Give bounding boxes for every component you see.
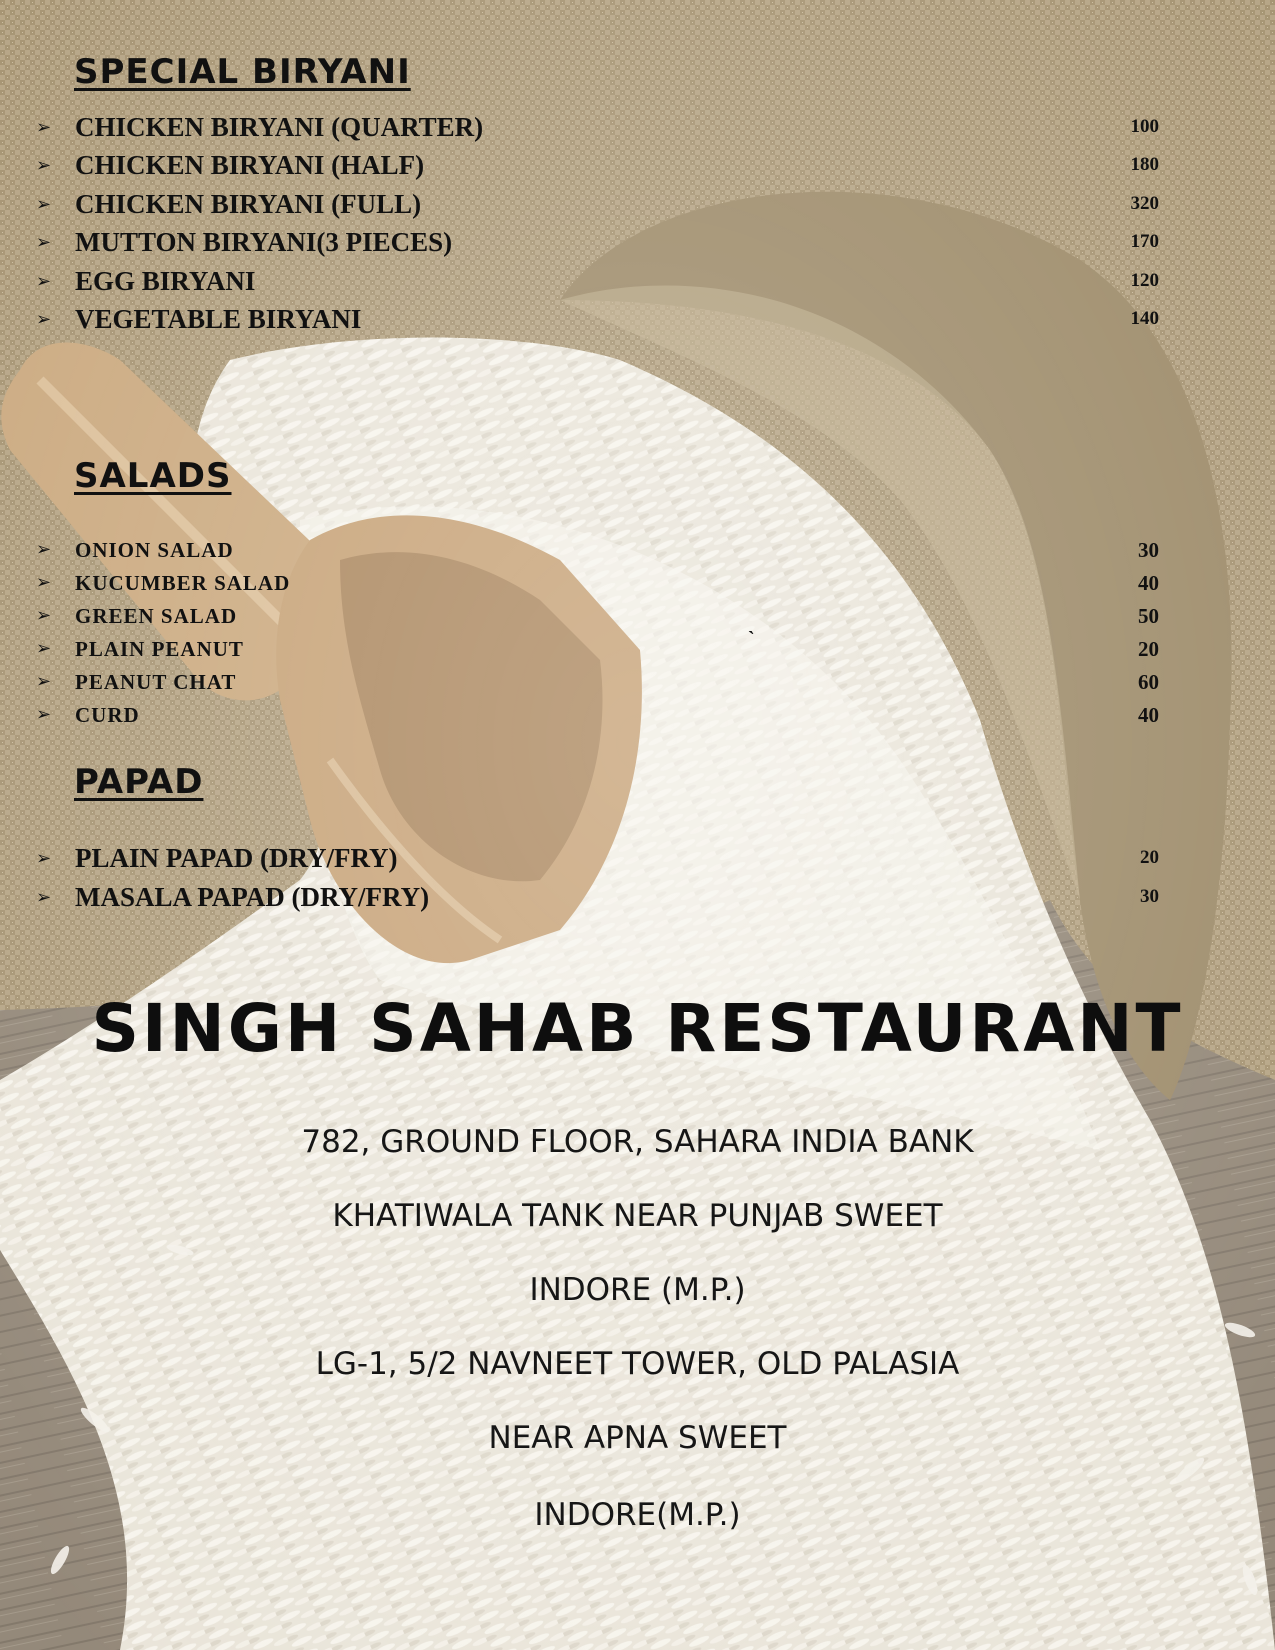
bullet-icon: ➢ [36, 194, 52, 215]
item-price: 100 [1130, 116, 1159, 137]
item-price: 40 [1138, 571, 1159, 595]
item-price: 180 [1130, 154, 1159, 175]
bullet-icon: ➢ [36, 704, 52, 725]
item-name: CHICKEN BIRYANI (FULL) [75, 189, 422, 219]
item-price: 140 [1130, 308, 1159, 329]
bullet-icon: ➢ [36, 232, 52, 253]
item-name: VEGETABLE BIRYANI [75, 304, 362, 334]
address-line: LG-1, 5/2 NAVNEET TOWER, OLD PALASIA [315, 1346, 960, 1382]
item-name: PEANUT CHAT [75, 670, 237, 694]
item-name: MASALA PAPAD (DRY/FRY) [75, 882, 430, 912]
item-name: CURD [75, 703, 140, 727]
restaurant-name: SINGH SAHAB RESTAURANT [91, 990, 1184, 1067]
item-name: EGG BIRYANI [75, 266, 256, 296]
bullet-icon: ➢ [36, 309, 52, 330]
item-name: CHICKEN BIRYANI (QUARTER) [75, 112, 484, 142]
item-price: 30 [1138, 538, 1159, 562]
item-price: 60 [1138, 670, 1159, 694]
item-price: 320 [1130, 193, 1159, 214]
bullet-icon: ➢ [36, 117, 52, 138]
item-name: GREEN SALAD [75, 604, 238, 628]
item-name: PLAIN PAPAD (DRY/FRY) [75, 843, 398, 873]
bullet-icon: ➢ [36, 271, 52, 292]
address-line: NEAR APNA SWEET [488, 1420, 787, 1456]
item-name: KUCUMBER SALAD [75, 571, 291, 595]
address-line: INDORE(M.P.) [534, 1497, 741, 1533]
stray-mark: ` [748, 628, 755, 650]
bullet-icon: ➢ [36, 638, 52, 659]
bullet-icon: ➢ [36, 539, 52, 560]
item-price: 30 [1140, 886, 1159, 907]
item-name: CHICKEN BIRYANI (HALF) [75, 150, 425, 180]
section-title-biryani: SPECIAL BIRYANI [74, 52, 411, 92]
item-name: ONION SALAD [75, 538, 234, 562]
bullet-icon: ➢ [36, 671, 52, 692]
item-price: 20 [1140, 847, 1159, 868]
item-name: MUTTON BIRYANI(3 PIECES) [75, 227, 453, 257]
item-price: 20 [1138, 637, 1159, 661]
bullet-icon: ➢ [36, 605, 52, 626]
item-price: 50 [1138, 604, 1159, 628]
bullet-icon: ➢ [36, 848, 52, 869]
item-price: 40 [1138, 703, 1159, 727]
item-name: PLAIN PEANUT [75, 637, 244, 661]
address-line: KHATIWALA TANK NEAR PUNJAB SWEET [332, 1198, 943, 1234]
bullet-icon: ➢ [36, 572, 52, 593]
section-title-papad: PAPAD [74, 762, 204, 802]
section-title-salads: SALADS [74, 456, 232, 496]
bullet-icon: ➢ [36, 155, 52, 176]
address-line: 782, GROUND FLOOR, SAHARA INDIA BANK [301, 1124, 974, 1160]
bullet-icon: ➢ [36, 887, 52, 908]
item-price: 170 [1130, 231, 1159, 252]
address-line: INDORE (M.P.) [529, 1272, 746, 1308]
item-price: 120 [1130, 270, 1159, 291]
